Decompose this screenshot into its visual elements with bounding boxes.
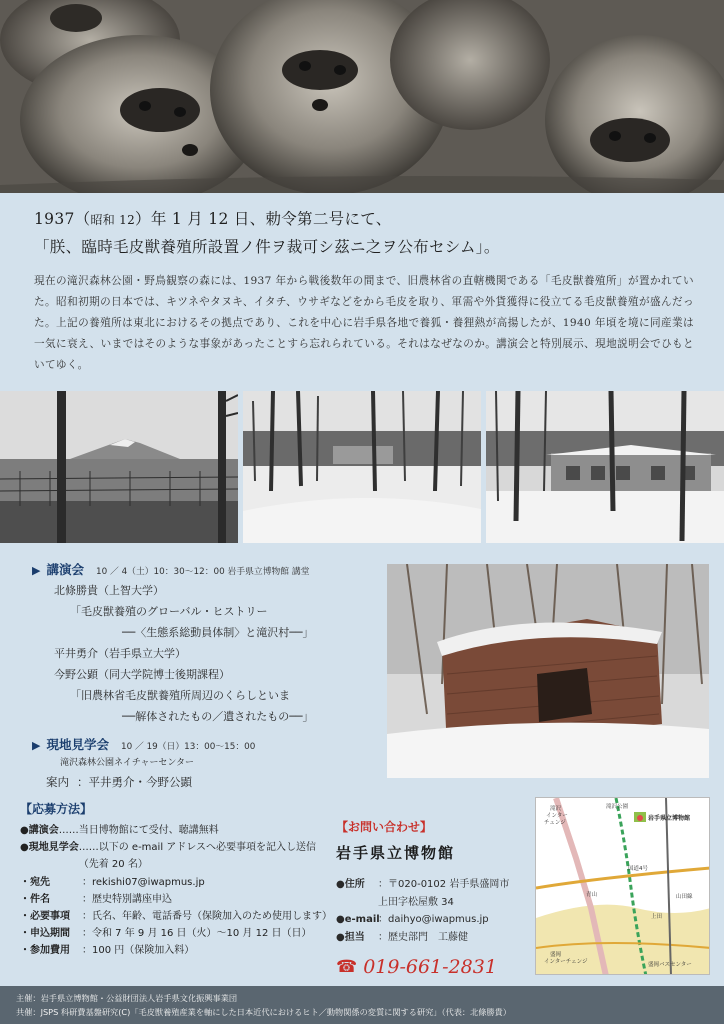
headline-year: 1937（: [34, 210, 91, 228]
apply-value: ：100 円（保険加入料）: [82, 945, 195, 957]
address-value: ：〒020-0102 岩手県盛岡市: [378, 879, 510, 890]
contact-address: [336, 876, 532, 894]
apply-value: ：令和 7 年 9 月 16 日（火）〜10 月 12 日（日）: [82, 928, 312, 940]
guide-label: 案内: [46, 775, 69, 789]
map-label-ic2: インター: [546, 813, 568, 819]
lecture-title: 講演会: [46, 562, 84, 577]
apply-address: [20, 874, 332, 891]
apply-key: ・宛先: [20, 876, 50, 888]
email-label: ●e-mail: [336, 914, 380, 925]
apply-lecture: [20, 822, 332, 839]
apply-value: ：氏名、年齢、電話番号（保険加入のため使用します）: [82, 911, 332, 923]
map-label-ueda: 上田: [651, 914, 663, 920]
apply-key: ・件名: [20, 893, 50, 905]
contact-title: 【お問い合わせ】: [336, 820, 433, 834]
apply-period: [20, 925, 332, 942]
talk1-title: 「毛皮獣養殖のグローバル・ヒストリー: [70, 605, 268, 618]
headline-era: 昭和 12: [90, 213, 136, 227]
talk2-title: 「旧農林省毛皮獣養殖所周辺のくらしといま: [70, 689, 290, 702]
contact-email: [336, 911, 532, 929]
museum-name: 岩手県立博物館: [336, 844, 456, 862]
photo-mount-iwate-farm: [0, 391, 238, 543]
tour-guide: [32, 771, 382, 793]
application-section: [20, 800, 332, 960]
headline: [34, 206, 714, 261]
photo-brick-ruins-snow: [387, 564, 709, 778]
triangle-right-icon: ▶: [32, 564, 41, 577]
lecture-section: [32, 560, 382, 793]
photo-snow-forest-buildings: [243, 391, 481, 543]
map-label-ic: 滝沢: [550, 806, 562, 812]
person-label: ●担当: [336, 931, 365, 943]
footer-cosponsor: 共催：JSPS 科研費基盤研究(C)「毛皮獣養殖産業を軸にした日本近代におけるヒト／動物関係の変質に関する研究」（代表：北條勝貴）: [16, 1007, 512, 1017]
phone-number[interactable]: [336, 956, 532, 978]
apply-required: [20, 908, 332, 925]
access-map: [535, 797, 710, 975]
apply-key: ・参加費用: [20, 945, 70, 957]
phone-icon: ☎: [336, 957, 358, 977]
map-label-south: 盛岡: [550, 952, 562, 958]
phone-value: 019-661-2831: [363, 956, 497, 978]
intro-paragraph: 現在の滝沢森林公園・野鳥観察の森には、1937 年から戦後数年の間まで、旧農林省の直轄機関である「毛皮獣養殖所」が置かれていた。昭和初期の日本では、キツネやタヌキ、イタチ、ウサギなどをから毛皮を取り、軍需や外貨獲得に役立てる毛皮獣養殖が盛んだった。上記の養殖所は東北におけるその拠点であり、これを中心に岩手県各地で養狐・養狸熱が高揚したが、1940 年頃を境に同産業は一気に衰え、いまではそのような事象があったことすら忘れられている。それはなぜなのか。講演会と特別展示、現地説明会でひもといてゆく。: [34, 275, 694, 371]
headline-line-2: 「朕、臨時毛皮獣養殖所設置ノ件ヲ裁可シ茲ニ之ヲ公布セシム」。: [34, 238, 500, 256]
address-label: ●住所: [336, 879, 365, 890]
apply-email[interactable]: ：rekishi07@iwapmus.jp: [82, 876, 205, 888]
contact-section: [336, 818, 532, 978]
speaker-hirai: 平井勇介（岩手県立大学）: [54, 647, 186, 660]
talk2-subtitle: ──解体されたもの／遺されたもの──」: [122, 710, 314, 723]
talk1-subtitle: ──〈生態系総動員体制〉と滝沢村──」: [122, 626, 314, 639]
apply-subject: [20, 891, 332, 908]
map-label-museum: 岩手県立博物館: [648, 815, 691, 822]
guide-value: ：平井勇介・今野公顕: [77, 775, 192, 789]
map-label-road: 国道4号: [628, 866, 648, 872]
speaker-konno: 今野公顕（同大学院博士後期課程）: [54, 668, 230, 681]
person-value: ：歴史部門 工藤健: [378, 931, 468, 943]
apply-key: ・申込期間: [20, 928, 70, 940]
tour-place: 滝沢森林公園ネイチャーセンター: [60, 758, 195, 768]
contact-address-2: 上田字松屋敷 34: [378, 896, 454, 908]
apply-key: ・必要事項: [20, 911, 70, 923]
contact-person: [336, 929, 532, 947]
headline-line-1: [34, 206, 714, 234]
map-label-south2: インターチェンジ: [544, 959, 588, 965]
apply-tour: [20, 839, 332, 873]
application-title: 【応募方法】: [20, 802, 93, 816]
apply-value: ……以下の e-mail アドレスへ必要事項を記入し送信（先着 20 名）: [78, 842, 316, 871]
map-label-aoyama: 青山: [586, 892, 598, 898]
triangle-right-icon: ▶: [32, 739, 41, 752]
apply-fee: [20, 942, 332, 959]
apply-value: ：歴史特別講座申込: [82, 893, 172, 905]
map-label-ic3: チェンジ: [544, 820, 566, 826]
apply-key: ●講演会: [20, 825, 59, 836]
map-label-yamada: 山田線: [676, 894, 693, 900]
tour-datetime: 10 ／ 19（日）13：00〜15：00: [120, 742, 256, 752]
headline-date: ）年 1 月 12 日、勅令第二号にて、: [135, 210, 392, 228]
hero-photo-raccoon-dogs: [0, 0, 724, 193]
map-label-center: 盛岡バスセンター: [648, 962, 692, 968]
speaker-hojo: 北條勝貴（上智大学）: [54, 584, 164, 597]
footer-organizer: 主催：岩手県立博物館・公益財団法人岩手県文化振興事業団: [16, 993, 238, 1003]
apply-key: ●現地見学会: [20, 842, 79, 854]
tour-header: [32, 735, 382, 755]
apply-value: ……当日博物館にて受付、聴講無料: [58, 825, 219, 836]
tour-title: 現地見学会: [46, 737, 109, 752]
footer: [0, 986, 724, 1024]
photo-snow-building: [486, 391, 724, 543]
email-value[interactable]: ：daihyo@iwapmus.jp: [378, 914, 489, 925]
lecture-header: [32, 560, 382, 580]
map-label-park: 滝沢公園: [606, 804, 629, 810]
lecture-datetime: 10 ／ 4（土）10：30〜12：00 岩手県立博物館 講堂: [95, 567, 310, 577]
